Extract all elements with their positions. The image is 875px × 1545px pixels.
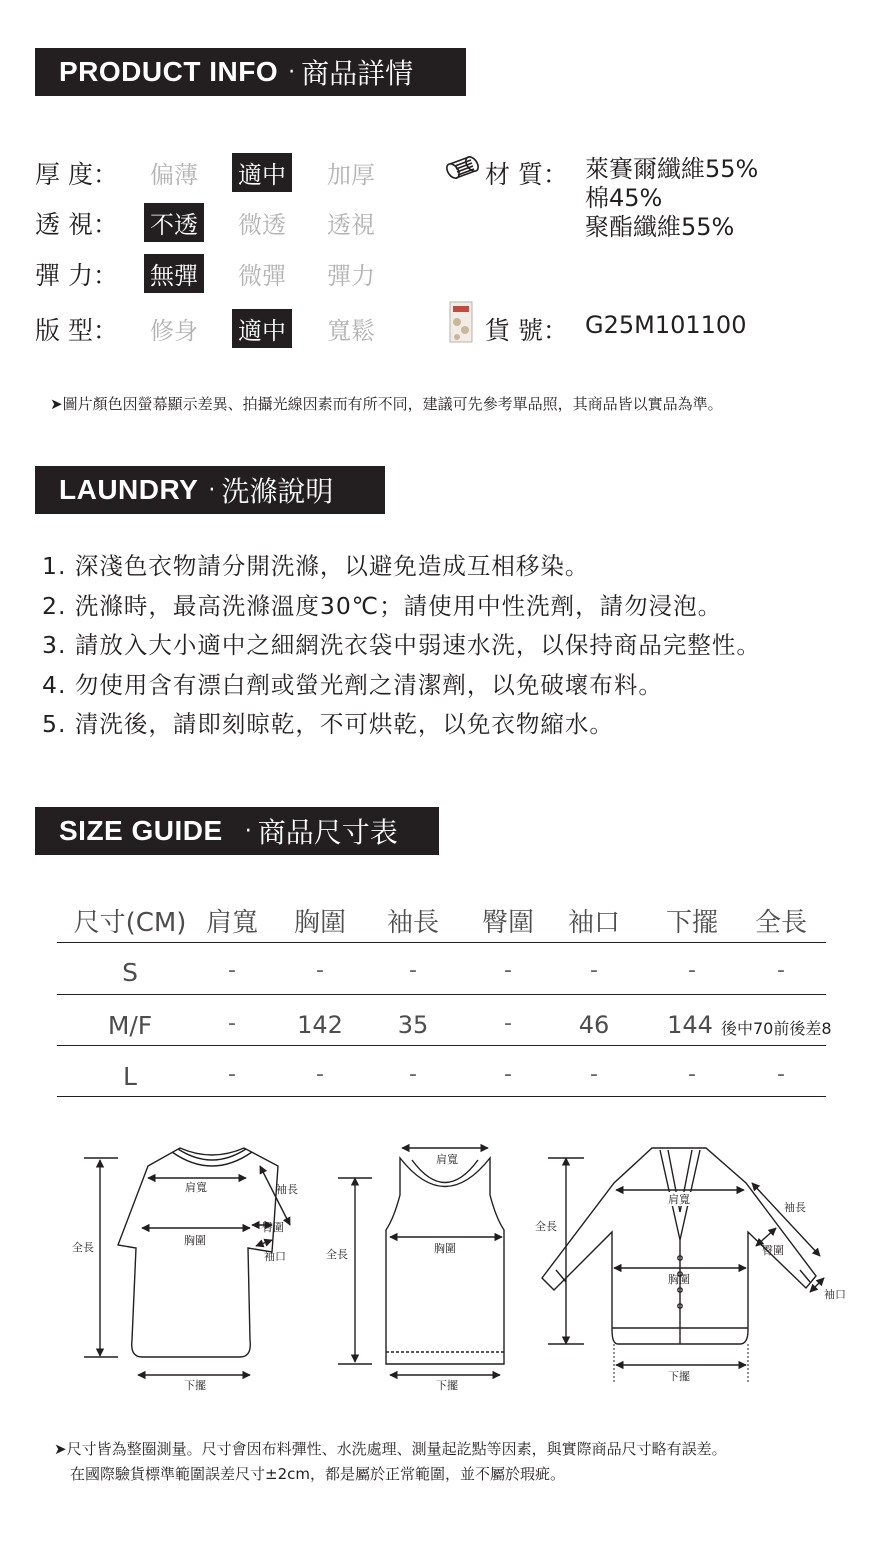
attribute-option-selected: 不透 (144, 203, 204, 242)
tshirt-hip-label: 臀圍 (262, 1221, 284, 1234)
title-dot: · (288, 59, 296, 85)
title-dot: · (208, 477, 216, 503)
product-info-header (35, 48, 466, 96)
attribute-label: 厚 度： (35, 160, 118, 189)
size-guide-title-zh: 商品尺寸表 (257, 816, 398, 849)
tshirt-chest-label: 胸圍 (184, 1234, 206, 1247)
measurement-diagrams (0, 1125, 875, 1410)
tank-chest-label: 胸圍 (434, 1242, 456, 1255)
table-row-cell: 142 (297, 1011, 343, 1039)
tank-hem-label: 下擺 (436, 1379, 458, 1392)
cardigan-chest-label: 胸圍 (668, 1273, 690, 1286)
table-row-cell: - (316, 1062, 324, 1087)
table-row-cell: 46 (578, 1011, 610, 1039)
table-header-cell: 尺寸(CM) (73, 908, 187, 938)
laundry-item: 5. 清洗後，請即刻晾乾，不可烘乾，以免衣物縮水。 (42, 710, 614, 738)
size-guide-title-en: SIZE GUIDE (59, 815, 223, 846)
tank-length-label: 全長 (326, 1248, 348, 1261)
laundry-header (35, 466, 385, 514)
size-guide-header (35, 807, 439, 855)
table-header-cell: 袖長 (386, 908, 440, 938)
material-values (585, 155, 758, 242)
table-row-cell: 144 (667, 1011, 713, 1039)
attribute-option-selected: 適中 (232, 309, 292, 348)
table-row-cell: - (504, 958, 512, 983)
laundry-title-en: LAUNDRY (59, 474, 199, 505)
sku-label: 貨 號： (485, 316, 568, 345)
attribute-label: 版 型： (35, 316, 118, 345)
cardigan-shoulder-label: 肩寬 (668, 1193, 690, 1206)
table-row-cell: - (316, 958, 324, 983)
table-size-cell: S (122, 958, 138, 987)
table-row-cell: - (228, 1011, 236, 1036)
attribute-option: 寬鬆 (327, 317, 375, 345)
laundry-item: 3. 請放入大小適中之細網洗衣袋中弱速水洗，以保持商品完整性。 (42, 631, 761, 659)
attribute-option: 彈力 (327, 262, 375, 290)
product-info-title-en: PRODUCT INFO (59, 56, 279, 87)
attribute-option: 微彈 (238, 262, 286, 290)
table-row-cell: - (590, 1062, 598, 1087)
attribute-option: 加厚 (327, 161, 375, 189)
thread-spool-icon (444, 154, 482, 184)
table-row-cell: - (409, 958, 417, 983)
table-header-cell: 臀圍 (481, 908, 535, 938)
table-header-cell: 全長 (754, 908, 808, 938)
attribute-option: 偏薄 (150, 161, 198, 189)
tshirt-shoulder-label: 肩寬 (185, 1181, 207, 1194)
attribute-label: 彈 力： (35, 261, 118, 290)
laundry-list (42, 547, 761, 745)
size-note-line2: 在國際驗貨標準範圍誤差尺寸±2cm，都是屬於正常範圍，並不屬於瑕疵。 (70, 1465, 565, 1483)
product-info-title-zh: 商品詳情 (301, 57, 414, 90)
material-label: 材 質： (485, 160, 568, 189)
table-header-cell: 肩寬 (205, 908, 259, 938)
attribute-option: 微透 (238, 211, 286, 239)
table-rule (57, 994, 826, 995)
table-row-cell: - (688, 1062, 696, 1087)
cardigan-hip-label: 臀圍 (762, 1244, 784, 1257)
table-rule (57, 942, 826, 943)
cardigan-sleeve-label: 袖長 (784, 1201, 806, 1214)
material-line: 萊賽爾纖維55% (585, 155, 759, 183)
table-header-cell: 下擺 (665, 908, 719, 938)
laundry-item: 1. 深淺色衣物請分開洗滌，以避免造成互相移染。 (42, 552, 590, 580)
table-row-cell: - (228, 1062, 236, 1087)
sku-value: G25M101100 (585, 311, 747, 339)
table-size-cell: M/F (107, 1011, 153, 1040)
table-row-cell: - (228, 958, 236, 983)
table-length-note: 後中70前後差8 (721, 1019, 832, 1038)
attribute-option: 透視 (327, 211, 375, 239)
material-line: 聚酯纖維55% (585, 213, 735, 241)
attribute-option-selected: 適中 (232, 153, 292, 192)
tshirt-length-label: 全長 (72, 1241, 94, 1254)
size-note-line1: ➤尺寸皆為整圈測量。尺寸會因布料彈性、水洗處理、測量起訖點等因素，與實際商品尺寸略有誤差。 (54, 1440, 727, 1458)
table-row-cell: - (590, 958, 598, 983)
tag-icon (448, 300, 474, 344)
table-size-cell: L (123, 1062, 137, 1091)
table-row-cell: - (409, 1062, 417, 1087)
table-rule (57, 1096, 826, 1097)
table-row-cell: - (777, 958, 785, 983)
tank-shoulder-label: 肩寬 (436, 1153, 458, 1166)
table-row-cell: - (777, 1062, 785, 1087)
cardigan-hem-label: 下擺 (668, 1370, 690, 1383)
table-row-cell: 35 (397, 1011, 429, 1039)
laundry-title-zh: 洗滌說明 (221, 475, 334, 508)
material-line: 棉45% (585, 184, 663, 212)
table-row-cell: - (504, 1062, 512, 1087)
attribute-option: 修身 (150, 317, 198, 345)
tshirt-cuff-label: 袖口 (264, 1250, 286, 1263)
table-header-cell: 胸圍 (293, 908, 347, 938)
cardigan-length-label: 全長 (535, 1220, 557, 1233)
table-rule (57, 1045, 826, 1046)
attribute-label: 透 視： (35, 210, 118, 239)
cardigan-diagram (542, 1148, 824, 1384)
laundry-item: 2. 洗滌時，最高洗滌溫度30℃；請使用中性洗劑，請勿浸泡。 (42, 591, 723, 620)
tshirt-sleeve-label: 袖長 (276, 1183, 298, 1196)
table-header-cell: 袖口 (567, 908, 621, 938)
color-note: ➤圖片顏色因螢幕顯示差異、拍攝光線因素而有所不同，建議可先參考單品照，其商品皆以實品為準。 (50, 395, 723, 413)
table-row-cell: - (688, 958, 696, 983)
cardigan-cuff-label: 袖口 (824, 1288, 846, 1301)
title-dot: · (244, 818, 252, 844)
tank-diagram (338, 1148, 504, 1375)
laundry-item: 4. 勿使用含有漂白劑或螢光劑之清潔劑，以免破壞布料。 (42, 670, 663, 699)
attribute-option-selected: 無彈 (144, 254, 204, 293)
tshirt-hem-label: 下擺 (184, 1379, 206, 1392)
table-row-cell: - (504, 1011, 512, 1036)
